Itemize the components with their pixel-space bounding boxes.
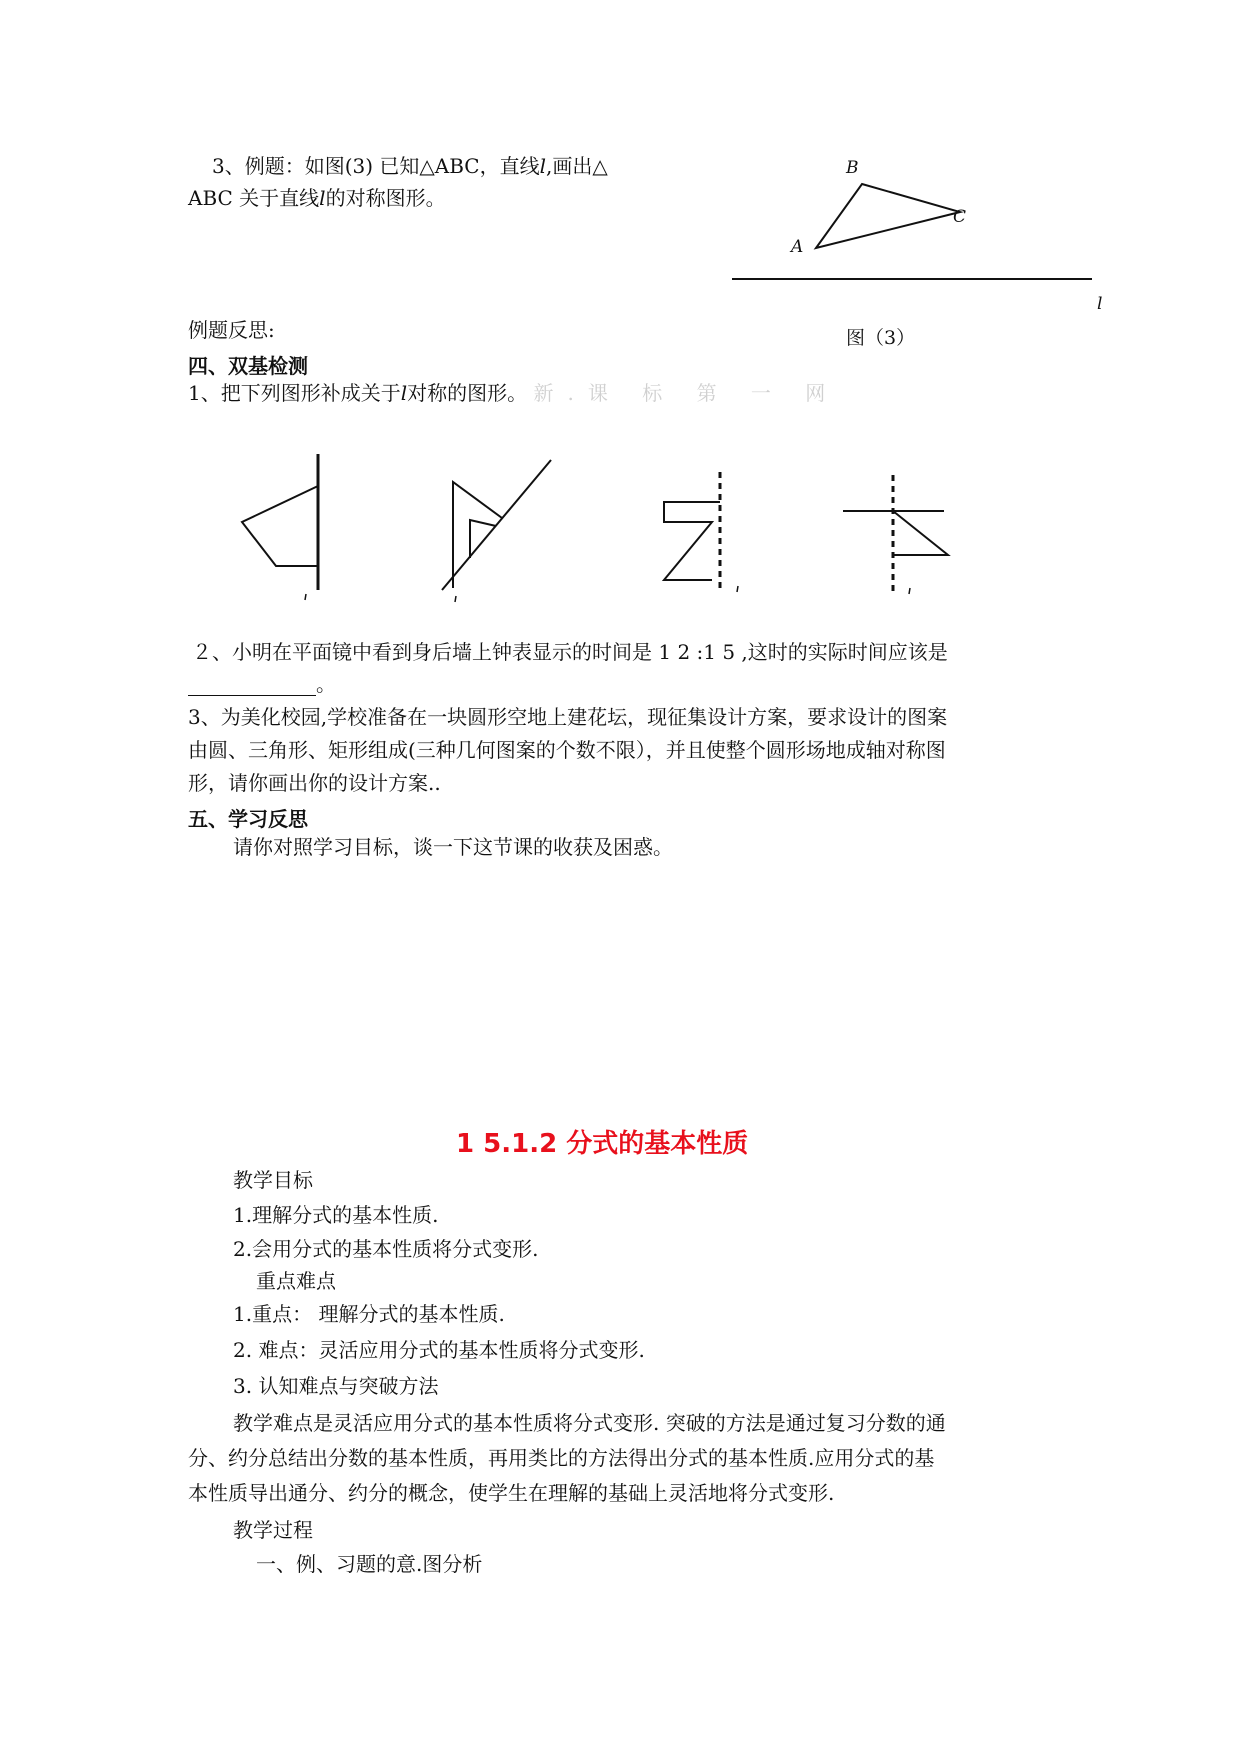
goal-2: 2.会用分式的基本性质将分式变形.	[233, 1237, 539, 1261]
question-3-line-2: 由圆、三角形、矩形组成(三种几何图案的个数不限），并且使整个圆形场地成轴对称图	[188, 738, 946, 762]
method-paragraph-line-2: 分、约分总结出分数的基本性质，再用类比的方法得出分式的基本性质.应用分式的基	[188, 1446, 935, 1470]
q1-text: 1、把下列图形补成关于	[188, 381, 401, 405]
label-l: l	[1097, 294, 1103, 314]
goal-1: 1.理解分式的基本性质.	[233, 1203, 439, 1227]
key-point-3: 3. 认知难点与突破方法	[233, 1374, 439, 1398]
example-text-tail: ,画出△	[546, 154, 608, 178]
figure-3-caption: 图（3）	[846, 327, 916, 349]
label-a: A	[791, 237, 804, 257]
watermark: 新.课 标 第 一 网	[533, 381, 840, 405]
question-3-line-1: 3、为美化校园,学校准备在一块圆形空地上建花坛，现征集设计方案，要求设计的图案	[188, 705, 948, 729]
figure-4-triangle	[843, 475, 948, 594]
section-4-heading: 四、双基检测	[188, 354, 308, 378]
section-5-heading: 五、学习反思	[188, 807, 308, 831]
symmetry-figures	[0, 0, 1241, 620]
q1-variable: l	[400, 381, 408, 405]
question-3-line-3: 形，请你画出你的设计方案..	[188, 771, 441, 795]
method-paragraph-line-1: 教学难点是灵活应用分式的基本性质将分式变形. 突破的方法是通过复习分数的通	[233, 1411, 946, 1435]
q2-tail: 。	[316, 672, 336, 696]
example-reflection-label: 例题反思:	[188, 318, 275, 342]
section-5-body: 请你对照学习目标，谈一下这节课的收获及困惑。	[233, 835, 673, 859]
key-point-2: 2. 难点：灵活应用分式的基本性质将分式变形.	[233, 1338, 645, 1362]
label-c: C	[953, 207, 967, 227]
key-point-1: 1.重点： 理解分式的基本性质.	[233, 1302, 505, 1326]
question-2-answer-line	[188, 672, 336, 696]
lesson-title: 1 5.1.2 分式的基本性质	[456, 1129, 749, 1159]
example-text: 3、例题：如图(3) 已知△ABC，直线	[212, 154, 540, 178]
example-text: ABC 关于直线	[188, 186, 320, 210]
example-text-tail: 的对称图形。	[325, 186, 446, 210]
figure-3-zigzag	[664, 472, 720, 592]
line-variable: l	[319, 186, 326, 210]
question-2: ２、小明在平面镜中看到身后墙上钟表显示的时间是 1 2 :1 5 ,这时的实际时间应该是	[192, 640, 948, 664]
teaching-goals-heading: 教学目标	[233, 1168, 313, 1192]
line-variable: l	[539, 154, 547, 178]
q1-text-tail: 对称的图形。	[407, 381, 528, 405]
label-b: B	[846, 158, 859, 178]
figure-ticks	[305, 586, 910, 602]
answer-blank	[188, 677, 316, 696]
figure-1-quad	[242, 454, 318, 590]
process-item-1: 一、例、习题的意.图分析	[256, 1552, 483, 1576]
method-paragraph-line-3: 本性质导出通分、约分的概念，使学生在理解的基础上灵活地将分式变形.	[188, 1481, 835, 1505]
key-points-heading: 重点难点	[256, 1269, 336, 1293]
figure-2-triangle	[442, 460, 551, 590]
teaching-process-heading: 教学过程	[233, 1518, 313, 1542]
